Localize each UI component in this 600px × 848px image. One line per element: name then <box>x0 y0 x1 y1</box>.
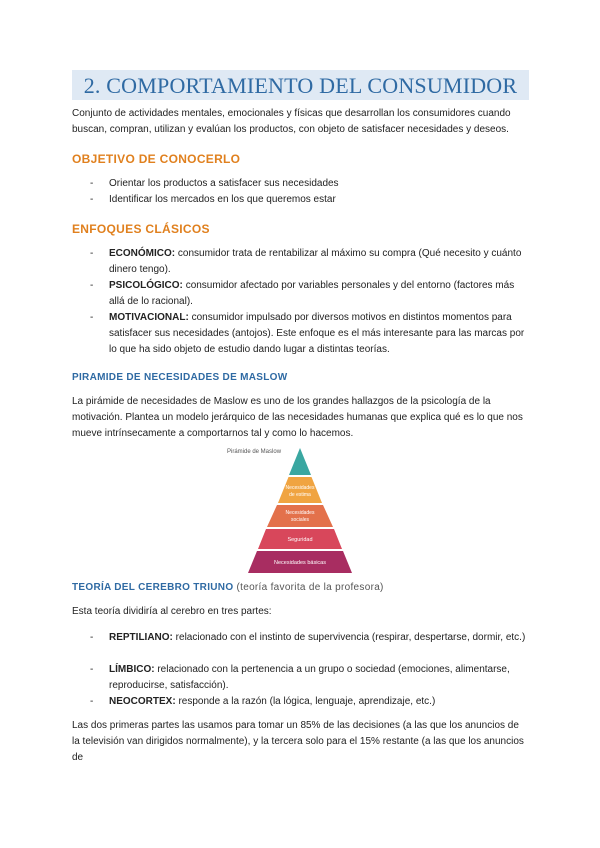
cerebro-text: responde a la razón (la lógica, lenguaje, aprendizaje, etc.) <box>178 696 436 707</box>
pyramid-level-3 <box>267 505 333 527</box>
cerebro-text: relacionado con el instinto de supervivencia (respirar, despertarse, dormir, etc.) <box>175 632 526 643</box>
level-label: Necesidades <box>285 485 315 491</box>
level-label: Seguridad <box>287 537 313 543</box>
enfoque-term: ECONÓMICO: <box>109 248 176 259</box>
enfoque-text: consumidor impulsado por diversos motivos en distintos momentos para satisfacer sus necesidades (antojos). Este enfoque es el más interesante para las marcas por lo que ha sido objeto de estudio dando lugar a distintas teorías. <box>109 312 525 355</box>
figure-title: Pirámide de Maslow <box>227 449 282 455</box>
level-label: de estima <box>289 492 311 498</box>
closing-paragraph: Las dos primeras partes las usamos para tomar un 85% de las decisiones (a las que los anuncios de la televisión van dirigidos normalmente), y la tercera solo para el 15% restante (a las que los anuncios de <box>72 720 524 763</box>
objetivo-heading: OBJETIVO DE CONOCERLO <box>72 152 241 166</box>
enfoque-text: consumidor afectado por variables personales y del entorno (factores más allá de lo racional). <box>109 280 515 307</box>
intro-paragraph: Conjunto de actividades mentales, emocionales y físicas que desarrollan los consumidores cuando buscan, compran, utilizan y evalúan los productos, con objeto de satisfacer necesidades y deseos. <box>72 108 511 135</box>
cerebro-term: NEOCORTEX: <box>109 696 176 707</box>
objetivo-item-text: Orientar los productos a satisfacer sus necesidades <box>109 178 339 189</box>
cerebro-title: TEORÍA DEL CEREBRO TRIUNO <box>72 582 234 593</box>
level-label: sociales <box>290 517 310 523</box>
cerebro-text: relacionado con la pertenencia a un grupo o sociedad (emociones, alimentarse, reproducirse, satisfacción). <box>109 664 510 691</box>
title-banner <box>72 70 529 100</box>
cerebro-term: LÍMBICO: <box>109 664 155 675</box>
level-label: Necesidades básicas <box>274 560 326 566</box>
maslow-paragraph: La pirámide de necesidades de Maslow es uno de los grandes hallazgos de la psicología de la motivación. Plantea un modelo jerárquico de las necesidades humanas que explica qué es lo que nos mueve intrínsecamente a comportarnos tal y como lo hacemos. <box>72 396 523 439</box>
cerebro-heading <box>72 582 384 593</box>
objetivo-item-text: Identificar los mercados en los que queremos estar <box>109 194 336 205</box>
enfoque-term: MOTIVACIONAL: <box>109 312 189 323</box>
enfoques-heading: ENFOQUES CLÁSICOS <box>72 222 210 236</box>
maslow-pyramid-figure <box>225 443 375 573</box>
page-title: 2. COMPORTAMIENTO DEL CONSUMIDOR <box>83 73 518 98</box>
cerebro-intro: Esta teoría dividiría al cerebro en tres partes: <box>72 606 272 617</box>
enfoque-text: consumidor trata de rentabilizar al máximo su compra (Qué necesito y cuánto dinero tengo). <box>109 248 522 275</box>
cerebro-term: REPTILIANO: <box>109 632 173 643</box>
level-label: Necesidades <box>285 510 315 516</box>
enfoque-term: PSICOLÓGICO: <box>109 280 183 291</box>
pyramid-level-1 <box>289 448 311 475</box>
cerebro-note: (teoría favorita de la profesora) <box>236 582 384 593</box>
maslow-heading: PIRAMIDE DE NECESIDADES DE MASLOW <box>72 372 288 383</box>
